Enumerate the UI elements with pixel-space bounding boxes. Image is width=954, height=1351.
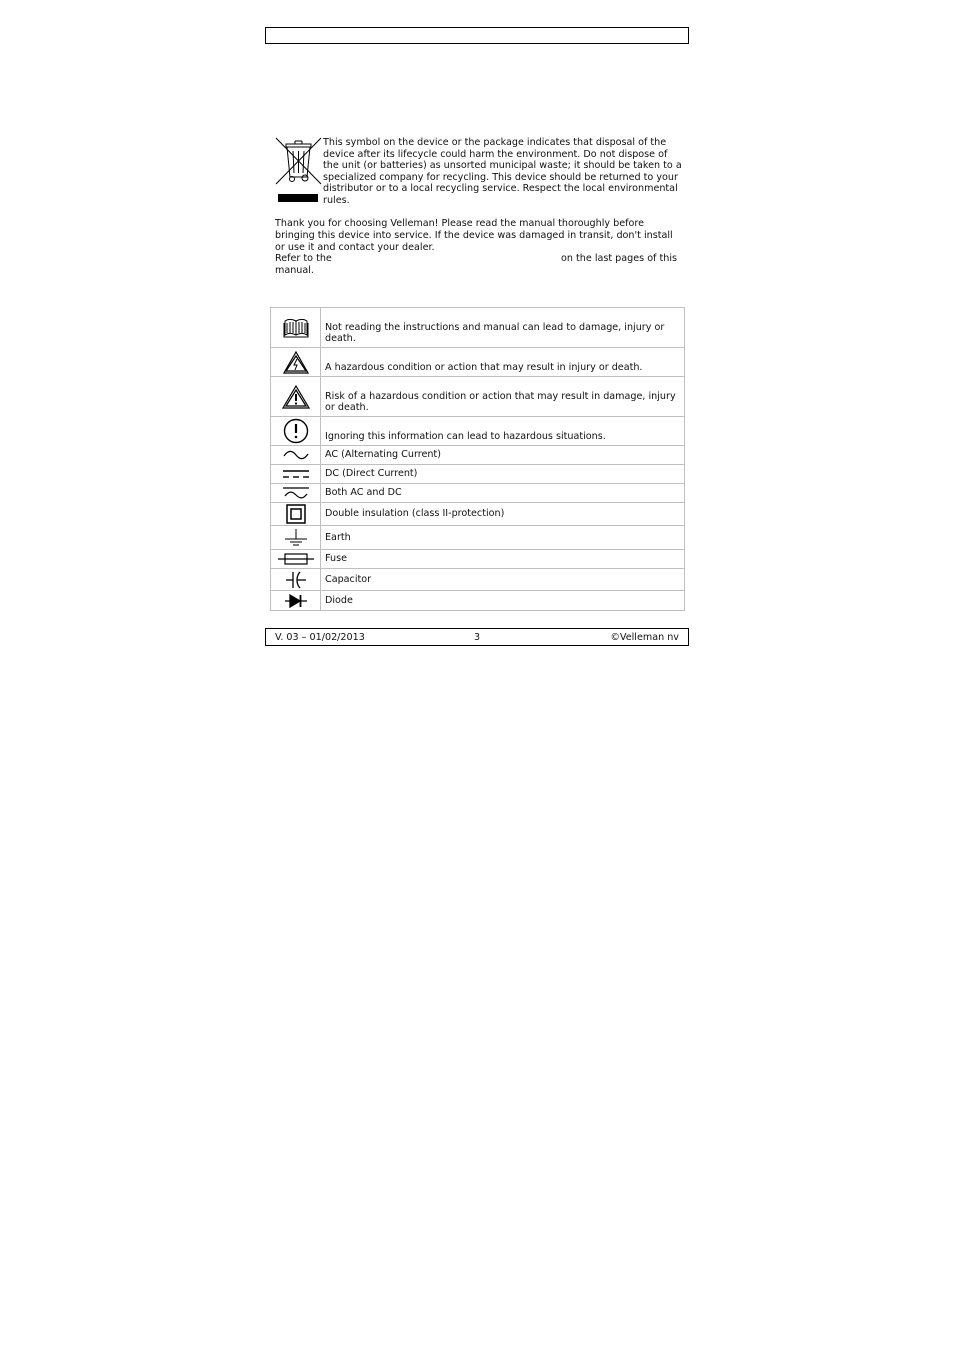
diode-icon bbox=[271, 591, 321, 611]
table-row bbox=[271, 503, 685, 526]
symbol-description: Fuse bbox=[325, 553, 347, 565]
symbols-table bbox=[270, 307, 685, 611]
high-voltage-warning-icon bbox=[271, 348, 321, 377]
symbol-description: Both AC and DC bbox=[325, 487, 402, 499]
intro-paragraph: Thank you for choosing Velleman! Please read the manual thoroughly before bringing this device into service. If the device was damaged in transit, don't install or use it and contact your dealer. bbox=[275, 218, 673, 253]
table-row bbox=[271, 417, 685, 446]
fuse-icon bbox=[271, 550, 321, 569]
table-row bbox=[271, 308, 685, 348]
earth-icon bbox=[271, 526, 321, 550]
refer-end: manual. bbox=[275, 265, 314, 277]
symbol-description: A hazardous condition or action that may result in injury or death. bbox=[325, 361, 643, 373]
symbol-description: Diode bbox=[325, 594, 353, 606]
table-row bbox=[271, 446, 685, 465]
symbol-description: AC (Alternating Current) bbox=[325, 449, 441, 461]
symbol-description: Earth bbox=[325, 531, 351, 543]
page-header-box bbox=[265, 27, 689, 44]
footer-copyright: ©Velleman nv bbox=[610, 632, 679, 643]
capacitor-icon bbox=[271, 569, 321, 591]
symbol-description: Double insulation (class II-protection) bbox=[325, 508, 505, 520]
symbol-description: Risk of a hazardous condition or action that may result in damage, injury or death. bbox=[325, 390, 676, 413]
page-footer bbox=[265, 628, 689, 646]
weee-crossed-bin-icon bbox=[275, 136, 323, 204]
refer-line bbox=[275, 253, 685, 265]
dc-icon bbox=[271, 465, 321, 484]
ac-icon bbox=[271, 446, 321, 465]
table-row bbox=[271, 569, 685, 591]
refer-left: Refer to the bbox=[275, 253, 332, 265]
symbol-description: DC (Direct Current) bbox=[325, 468, 418, 480]
table-row bbox=[271, 348, 685, 377]
intro-text bbox=[275, 218, 685, 277]
disposal-text: This symbol on the device or the package indicates that disposal of the device after its lifecycle could harm the environment. Do not dispose of the unit (or batteries) as unsorted municipal waste; it should be taken to a specialized company for recycling. This device should be returned to your distributor or to a local recycling service. Respect the local environmental rules. bbox=[323, 137, 682, 206]
table-row bbox=[271, 550, 685, 569]
refer-right: on the last pages of this bbox=[561, 253, 677, 265]
table-row bbox=[271, 377, 685, 417]
table-row bbox=[271, 465, 685, 484]
warning-triangle-icon bbox=[271, 377, 321, 417]
symbol-description: Not reading the instructions and manual can lead to damage, injury or death. bbox=[325, 321, 665, 344]
exclamation-circle-icon bbox=[271, 417, 321, 446]
ac-dc-icon bbox=[271, 484, 321, 503]
book-icon bbox=[271, 308, 321, 348]
table-row bbox=[271, 484, 685, 503]
symbol-description: Ignoring this information can lead to hazardous situations. bbox=[325, 430, 606, 442]
symbol-description: Capacitor bbox=[325, 573, 372, 585]
table-row bbox=[271, 526, 685, 550]
double-insulation-icon bbox=[271, 503, 321, 526]
footer-version: V. 03 – 01/02/2013 bbox=[275, 632, 365, 643]
footer-page-number: 3 bbox=[474, 632, 481, 643]
table-row bbox=[271, 591, 685, 611]
